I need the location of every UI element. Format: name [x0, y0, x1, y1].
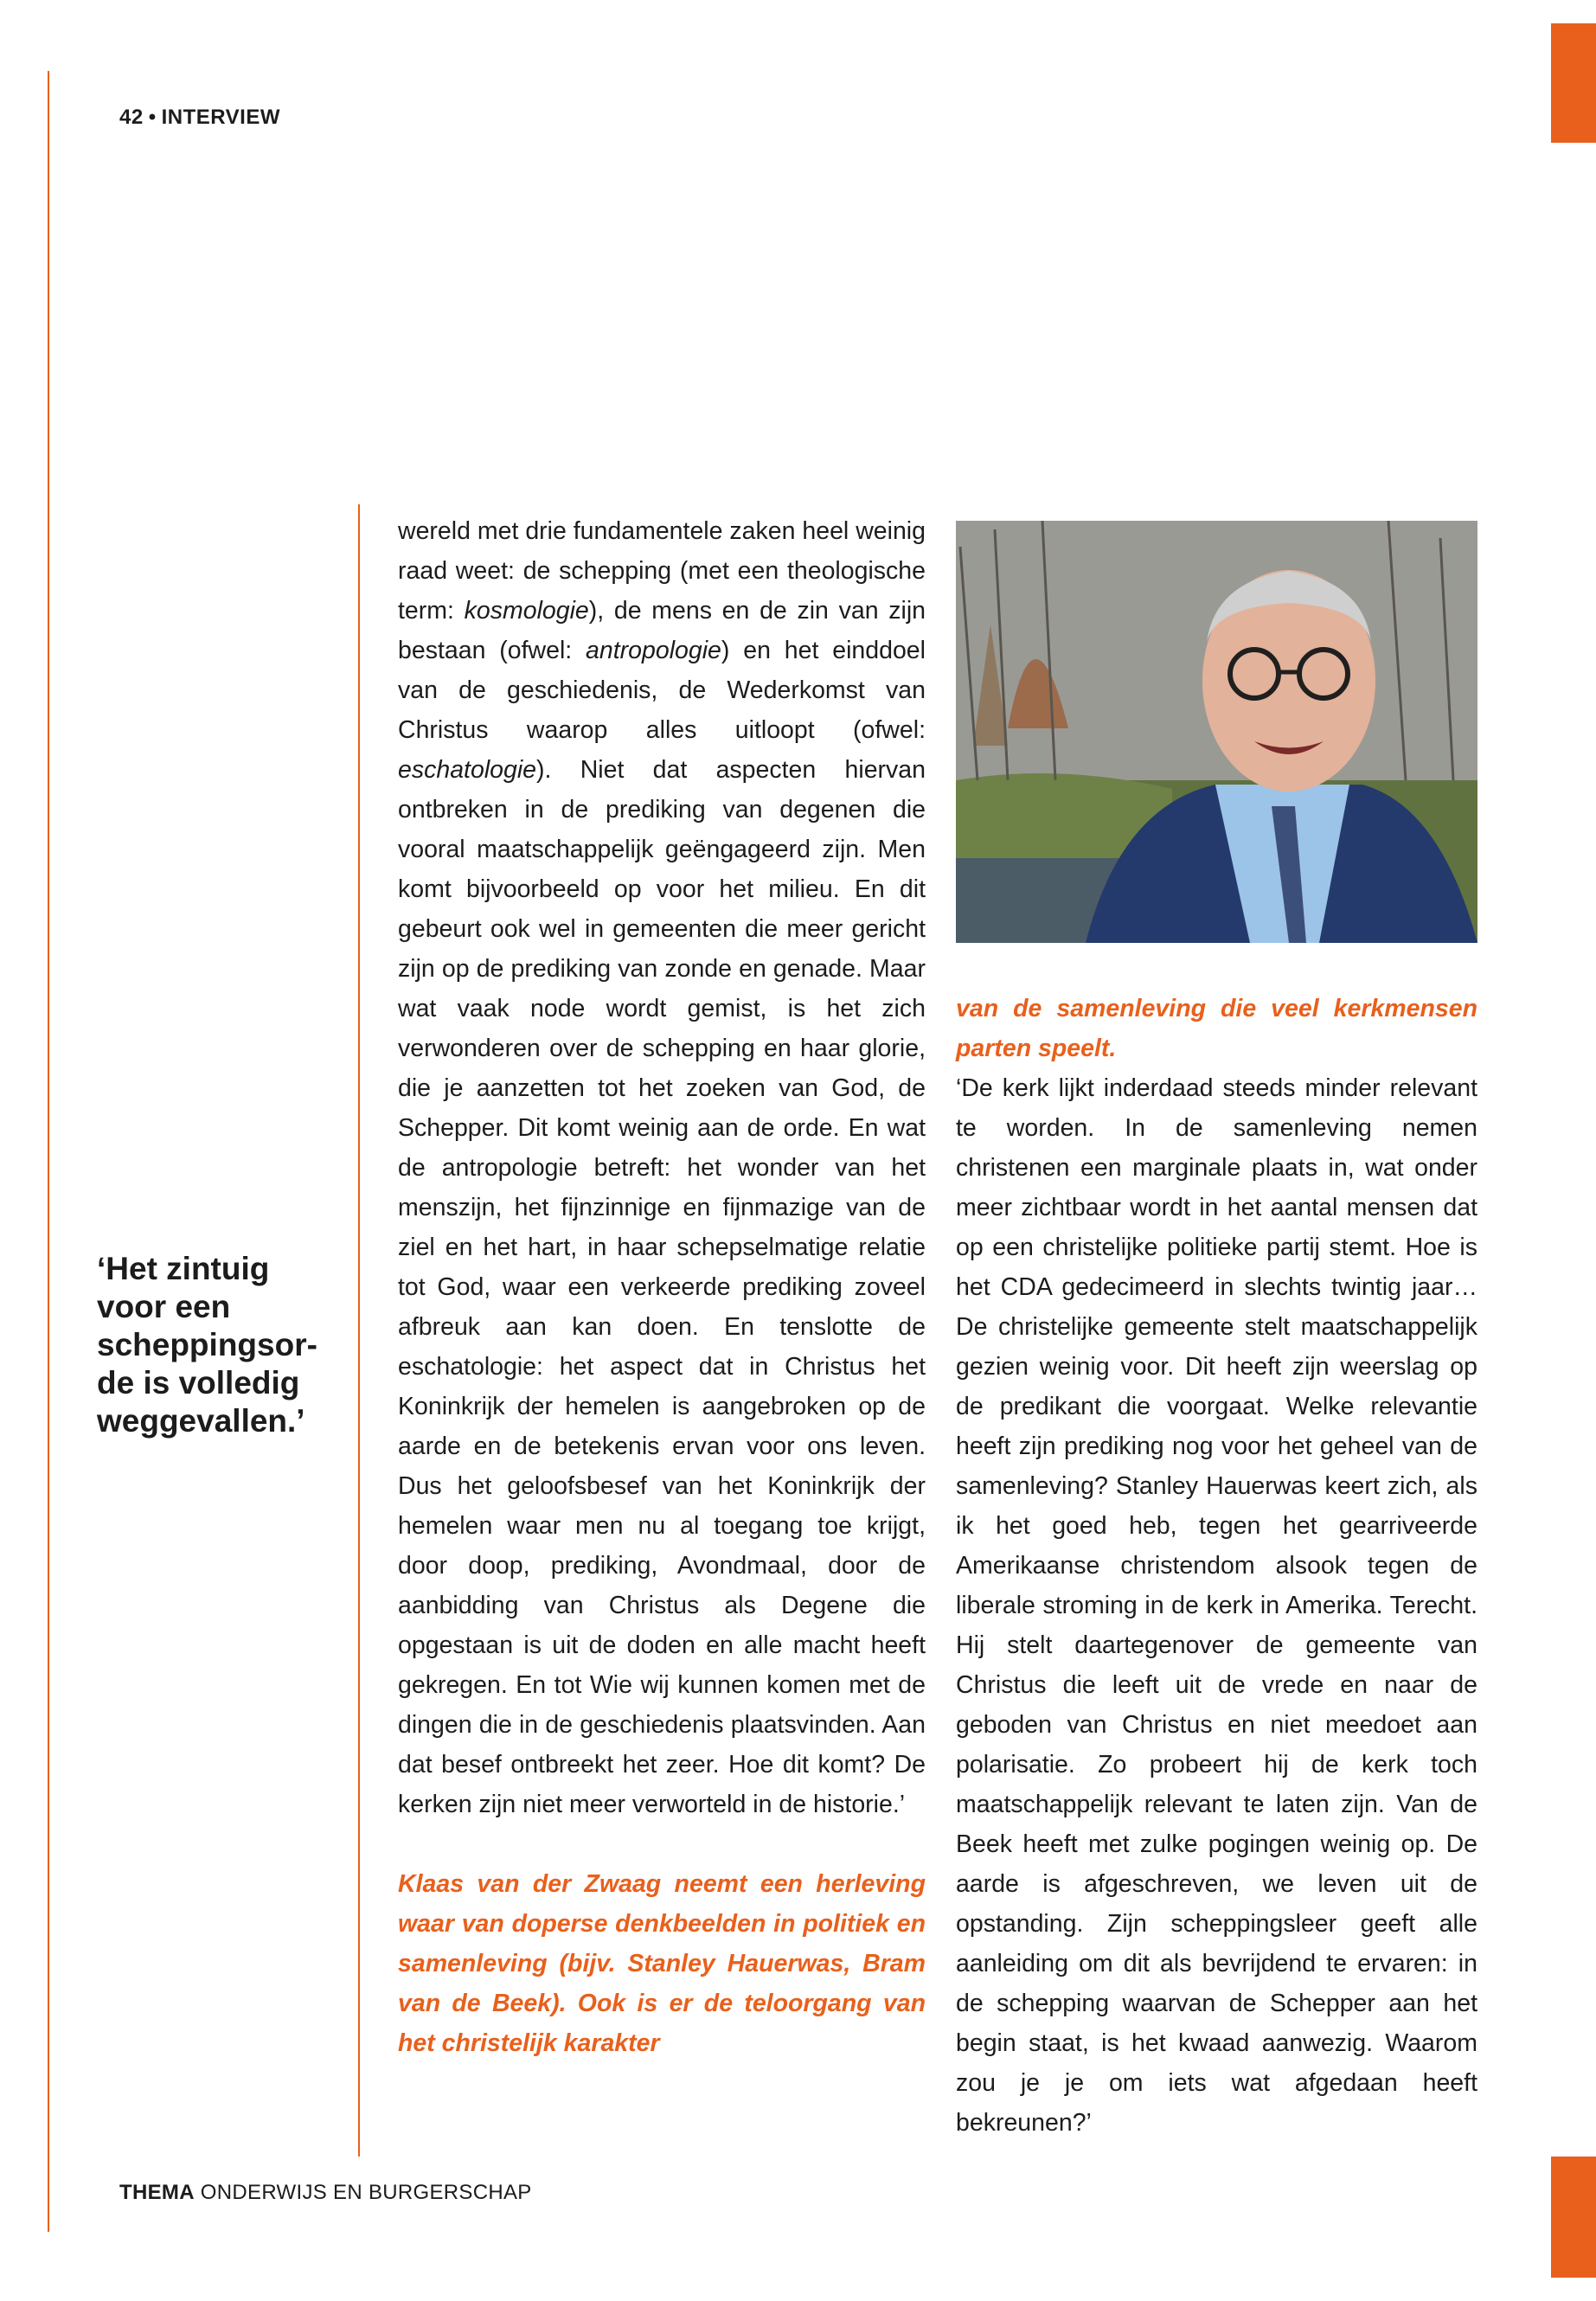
- running-footer: [119, 2181, 532, 2205]
- interview-question-continued: van de samenleving die veel kerkmensen parten speelt.: [956, 995, 1477, 1062]
- pull-quote: ‘Het zintuig voor een scheppingsor- de is volledig weggevallen.’: [97, 1251, 317, 1439]
- text-column-left: [398, 511, 926, 2063]
- running-header: [119, 106, 280, 130]
- footer-theme-title: ONDERWIJS EN BURGERSCHAP: [200, 2181, 532, 2204]
- page-tab-top: [1551, 23, 1596, 143]
- answer-paragraph: wereld met drie fundamentele zaken heel weinig raad weet: de schepping (met een theologische term: kosmologie), de mens en de zin van zijn bestaan (ofwel: antropologie) en het einddoel van de geschiedenis, de Wederkomst van Christus waarop alles uitloopt (ofwel: eschatologie). Niet dat aspecten hiervan ontbreken in de prediking van degenen die vooral maatschappelijk geëngageerd zijn. Men komt bijvoorbeeld op voor het milieu. En dit gebeurt ook wel in gemeenten die meer gericht zijn op de prediking van zonde en genade. Maar wat vaak node wordt gemist, is het zich verwonderen over de schepping en haar glorie, die je aanzetten tot het zoeken van God, de Schepper. Dit komt weinig aan de orde. En wat de antropologie betreft: het wonder van het menszijn, het fijnzinnige en fijnmazige van de ziel en het hart, in haar schepselmatige relatie tot God, waar een verkeerde prediking zoveel afbreuk aan kan doen. En tenslotte de eschatologie: het aspect dat in Christus het Koninkrijk der hemelen is aangebroken op de aarde en de betekenis ervan voor ons leven. Dus het geloofsbesef van het Koninkrijk der hemelen waar men nu al toegang toe krijgt, door doop, prediking, Avondmaal, door de aanbidding van Christus als Degene die opgestaan is uit de doden en alle macht heeft gekregen. En tot Wie wij kunnen komen met de dingen die in de geschiedenis plaatsvinden. Aan dat besef ontbreekt het zeer. Hoe dit komt? De kerken zijn niet meer verworteld in de historie.’: [398, 517, 926, 1818]
- page-tab-bottom: [1551, 2157, 1596, 2278]
- footer-theme-label: THEMA: [119, 2181, 195, 2204]
- portrait-photo: [956, 521, 1477, 943]
- interview-question: Klaas van der Zwaag neemt een herleving waar van doperse denkbeelden in politiek en samenleving (bijv. Stanley Hauerwas, Bram van de Beek). Ook is er de teloorgang van het christelijk karakter: [398, 1870, 926, 2057]
- section-label: INTERVIEW: [161, 106, 281, 129]
- column-divider-rule: [358, 504, 360, 2157]
- left-margin-rule: [48, 71, 49, 2232]
- text-column-right: [956, 989, 1477, 2143]
- header-separator: •: [148, 106, 157, 129]
- answer-paragraph-2: ‘De kerk lijkt inderdaad steeds minder relevant te worden. In de samenleving nemen christenen een marginale plaats in, wat onder meer zichtbaar wordt in het aantal mensen dat op een christelijke politieke partij stemt. Hoe is het CDA gedecimeerd in slechts twintig jaar… De christelijke gemeente stelt maatschappelijk gezien weinig voor. Dit heeft zijn weerslag op de predikant die voorgaat. Welke relevantie heeft zijn prediking nog voor het geheel van de samenleving? Stanley Hauerwas keert zich, als ik het goed heb, tegen het gearriveerde Amerikaanse christendom alsook tegen de liberale stroming in de kerk in Amerika. Terecht. Hij stelt daartegenover de gemeente van Christus die leeft uit de vrede en naar de geboden van Christus en niet meedoet aan polarisatie. Zo probeert hij de kerk toch maatschappelijk relevant te laten zijn. Van de Beek heeft met zulke pogingen weinig op. De aarde is afgeschreven, we leven uit de opstanding. Zijn scheppingsleer geeft alle aanleiding om dit als bevrijdend te ervaren: in de schepping waarvan de Schepper aan het begin staat, is het kwaad aanwezig. Waarom zou je je om iets wat afgedaan heeft bekreunen?’: [956, 1074, 1477, 2137]
- page-number: 42: [119, 106, 144, 129]
